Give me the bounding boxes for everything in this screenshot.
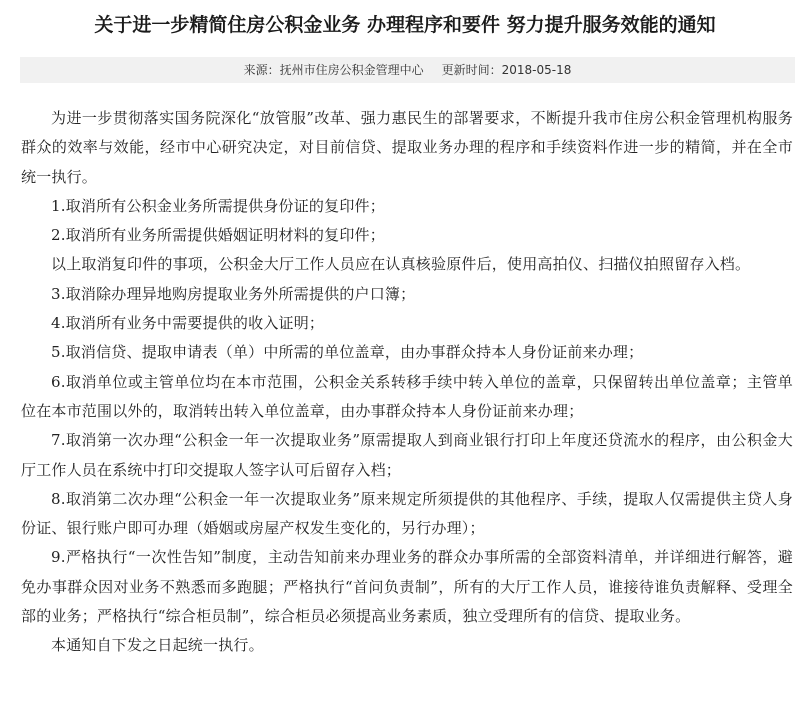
article-title: 关于进一步精简住房公积金业务 办理程序和要件 努力提升服务效能的通知 bbox=[94, 14, 716, 36]
article-source: 来源：抚州市住房公积金管理中心 bbox=[243, 63, 424, 77]
paragraph-copy-note: 以上取消复印件的事项，公积金大厅工作人员应在认真核验原件后，使用高拍仪、扫描仪拍照留存入档。 bbox=[51, 255, 751, 274]
paragraph-intro: 为进一步贯彻落实国务院深化“放管服”改革、强力惠民生的部署要求，不断提升我市住房公积金管理机构服务群众的效率与效能，经市中心研究决定，对目前信贷、提取业务办理的程序和手续资料作进一步的精简，并在全市统一执行。 bbox=[21, 109, 793, 186]
paragraph-item-2: 2.取消所有业务所需提供婚姻证明材料的复印件； bbox=[51, 226, 385, 245]
paragraph-item-8: 8.取消第二次办理“公积金一年一次提取业务”原来规定所须提供的其他程序、手续，提取人仅需提供主贷人身份证、银行账户即可办理（婚姻或房屋产权发生变化的，另行办理）； bbox=[21, 489, 793, 538]
paragraph-item-4: 4.取消所有业务中需要提供的收入证明； bbox=[51, 314, 325, 333]
paragraph-item-5: 5.取消信贷、提取申请表（单）中所需的单位盖章，由办事群众持本人身份证前来办理； bbox=[51, 343, 644, 362]
article-updated-time: 更新时间：2018-05-18 bbox=[441, 63, 572, 77]
paragraph-item-3: 3.取消除办理异地购房提取业务外所需提供的户口簿； bbox=[51, 284, 416, 303]
paragraph-item-7: 7.取消第一次办理“公积金一年一次提取业务”原需提取人到商业银行打印上年度还贷流水的程序，由公积金大厅工作人员在系统中打印交提取人签字认可后留存入档； bbox=[21, 431, 793, 479]
paragraph-item-1: 1.取消所有公积金业务所需提供身份证的复印件； bbox=[51, 196, 385, 215]
paragraph-closing: 本通知自下发之日起统一执行。 bbox=[51, 636, 264, 655]
article-body bbox=[21, 104, 793, 661]
paragraph-item-6: 6.取消单位或主管单位均在本市范围，公积金关系转移手续中转入单位的盖章，只保留转出单位盖章；主管单位在本市范围以外的，取消转出转入单位盖章，由办事群众持本人身份证前来办理； bbox=[21, 372, 793, 420]
article-meta-bar bbox=[20, 57, 795, 83]
paragraph-item-9: 9.严格执行“一次性告知”制度，主动告知前来办理业务的群众办事所需的全部资料清单，并详细进行解答，避免办事群众因对业务不熟悉而多跑腿；严格执行“首问负责制”，所有的大厅工作人员，谁接待谁负责解释、受理全部的业务；严格执行“综合柜员制”，综合柜员必须提高业务素质，独立受理所有的信贷、提取业务。 bbox=[21, 548, 793, 626]
